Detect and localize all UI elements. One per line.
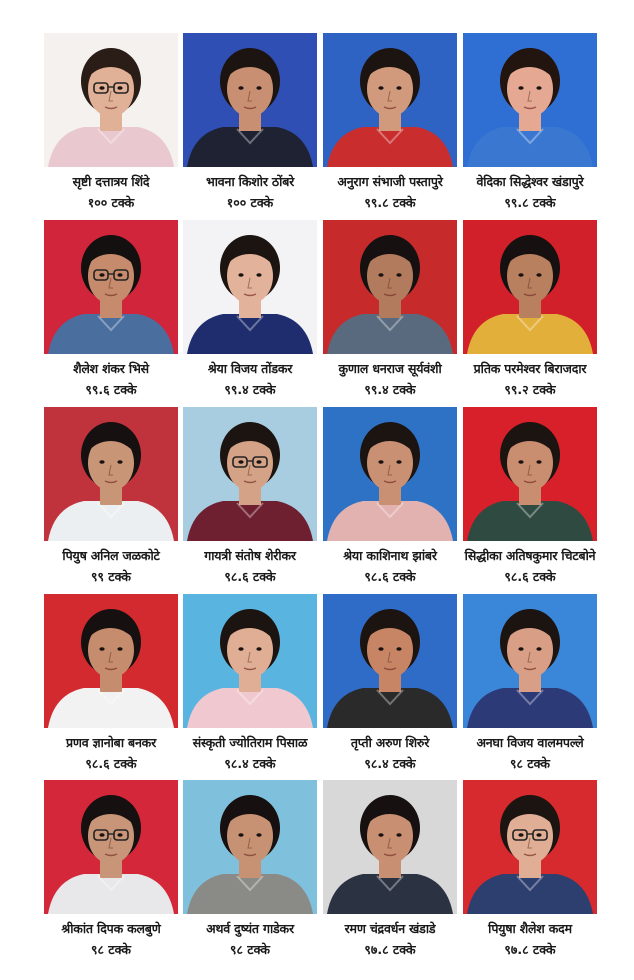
student-photo-illustration bbox=[463, 407, 597, 541]
student-name: प्रतिक परमेश्वर बिराजदार bbox=[473, 361, 587, 376]
student-card bbox=[463, 780, 597, 958]
student-card bbox=[323, 594, 457, 772]
student-photo bbox=[323, 780, 457, 914]
student-card bbox=[463, 594, 597, 772]
student-photo bbox=[323, 407, 457, 541]
student-photo-illustration bbox=[323, 33, 457, 167]
student-photo bbox=[44, 780, 178, 914]
student-score: ९८.६ टक्के bbox=[85, 756, 137, 771]
student-name: अथर्व दुष्यंत गाडेकर bbox=[206, 921, 294, 936]
student-card bbox=[183, 220, 317, 398]
student-name: अनघा विजय वालमपल्ले bbox=[476, 735, 584, 750]
student-photo-illustration bbox=[44, 33, 178, 167]
student-card bbox=[44, 33, 178, 211]
student-photo bbox=[463, 594, 597, 728]
student-name: श्रीकांत दिपक कलबुणे bbox=[61, 921, 161, 936]
student-score: ९९.४ टक्के bbox=[224, 382, 276, 397]
student-photo bbox=[463, 220, 597, 354]
student-name: भावना किशोर ठोंबरे bbox=[205, 174, 295, 189]
student-photo bbox=[183, 407, 317, 541]
student-card bbox=[463, 33, 597, 211]
student-score: १०० टक्के bbox=[226, 195, 274, 210]
student-name: गायत्री संतोष शेरीकर bbox=[204, 548, 296, 563]
student-photo bbox=[44, 33, 178, 167]
student-photo-illustration bbox=[44, 407, 178, 541]
student-card bbox=[44, 594, 178, 772]
student-card bbox=[183, 594, 317, 772]
student-score: ९८.६ टक्के bbox=[364, 569, 416, 584]
student-photo bbox=[323, 220, 457, 354]
student-photo bbox=[463, 33, 597, 167]
student-photo-illustration bbox=[463, 33, 597, 167]
student-photo bbox=[183, 780, 317, 914]
student-name: तृप्ती अरुण शिरुरे bbox=[350, 735, 430, 750]
student-photo-illustration bbox=[183, 407, 317, 541]
student-score: ९९.८ टक्के bbox=[504, 195, 556, 210]
student-name: अनुराग संभाजी पस्तापुरे bbox=[337, 174, 443, 189]
student-photo-illustration bbox=[44, 594, 178, 728]
student-name: प्रणव ज्ञानोबा बनकर bbox=[66, 735, 156, 750]
student-name: सृष्टी दत्तात्रय शिंदे bbox=[72, 174, 150, 189]
student-photo-illustration bbox=[323, 407, 457, 541]
student-name: रमण चंद्रवर्धन खंडाडे bbox=[344, 921, 436, 936]
student-photo bbox=[323, 594, 457, 728]
student-name: कुणाल धनराज सूर्यवंशी bbox=[338, 361, 442, 376]
student-card bbox=[323, 33, 457, 211]
student-photo bbox=[44, 594, 178, 728]
student-name: श्रेया विजय तोंडकर bbox=[207, 361, 293, 376]
student-name: संस्कृती ज्योतिराम पिसाळ bbox=[192, 735, 308, 750]
student-card bbox=[44, 407, 178, 585]
student-photo-illustration bbox=[44, 220, 178, 354]
student-card bbox=[323, 407, 457, 585]
student-photo bbox=[183, 33, 317, 167]
student-photo bbox=[44, 220, 178, 354]
student-photo-illustration bbox=[323, 220, 457, 354]
student-score: ९८.६ टक्के bbox=[504, 569, 556, 584]
student-name: सिद्धीका अतिषकुमार चिटबोने bbox=[464, 548, 596, 563]
student-score: ९९.८ टक्के bbox=[364, 195, 416, 210]
student-score: १०० टक्के bbox=[87, 195, 135, 210]
student-photo-illustration bbox=[463, 780, 597, 914]
student-photo-illustration bbox=[183, 594, 317, 728]
student-score: ९८ टक्के bbox=[90, 942, 132, 957]
student-card bbox=[323, 780, 457, 958]
student-card bbox=[323, 220, 457, 398]
student-photo bbox=[44, 407, 178, 541]
student-score: ९८.४ टक्के bbox=[364, 756, 416, 771]
student-photo bbox=[463, 407, 597, 541]
student-photo-illustration bbox=[463, 594, 597, 728]
student-photo-illustration bbox=[183, 220, 317, 354]
student-score: ९८ टक्के bbox=[509, 756, 551, 771]
student-score: ९८.६ टक्के bbox=[224, 569, 276, 584]
student-photo bbox=[323, 33, 457, 167]
student-name: पियुष अनिल जळकोटे bbox=[62, 548, 160, 563]
student-score: ९८.४ टक्के bbox=[224, 756, 276, 771]
student-card bbox=[183, 780, 317, 958]
student-photo-illustration bbox=[183, 780, 317, 914]
student-card bbox=[183, 407, 317, 585]
student-name: पियुषा शैलेश कदम bbox=[488, 921, 572, 936]
student-photo bbox=[463, 780, 597, 914]
student-photo-illustration bbox=[323, 780, 457, 914]
student-photo-illustration bbox=[44, 780, 178, 914]
student-score: ९८ टक्के bbox=[229, 942, 271, 957]
student-score: ९९.६ टक्के bbox=[85, 382, 137, 397]
student-photo-illustration bbox=[463, 220, 597, 354]
student-score: ९९ टक्के bbox=[90, 569, 132, 584]
student-score: ९९.४ टक्के bbox=[364, 382, 416, 397]
student-score: ९९.२ टक्के bbox=[504, 382, 556, 397]
student-name: वेदिका सिद्धेश्वर खंडापुरे bbox=[476, 174, 584, 189]
student-card bbox=[183, 33, 317, 211]
student-photo-illustration bbox=[323, 594, 457, 728]
student-score: ९७.८ टक्के bbox=[364, 942, 416, 957]
student-photo bbox=[183, 220, 317, 354]
student-name: श्रेया काशिनाथ झांबरे bbox=[343, 548, 437, 563]
student-photo-illustration bbox=[183, 33, 317, 167]
student-name: शैलेश शंकर भिसे bbox=[73, 361, 149, 376]
student-card bbox=[44, 220, 178, 398]
student-card bbox=[463, 220, 597, 398]
student-score: ९७.८ टक्के bbox=[504, 942, 556, 957]
student-card bbox=[463, 407, 597, 585]
student-card bbox=[44, 780, 178, 958]
student-photo bbox=[183, 594, 317, 728]
